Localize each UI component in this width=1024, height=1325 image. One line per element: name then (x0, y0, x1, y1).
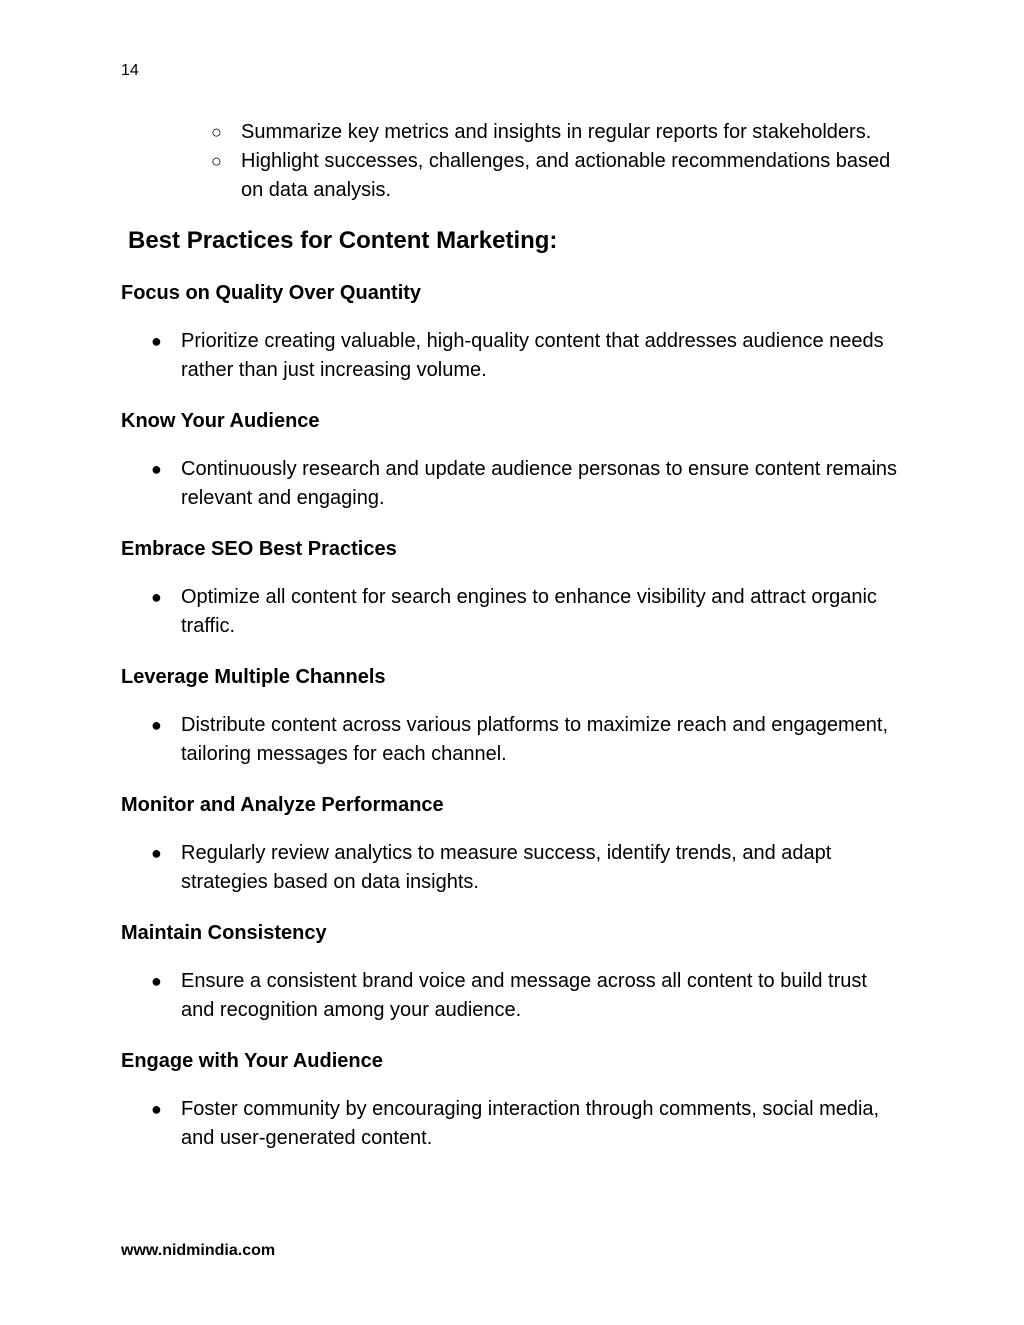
best-practice-section (121, 663, 901, 769)
section-title: Monitor and Analyze Performance (121, 794, 444, 816)
filled-circle-bullet-icon: ● (151, 715, 162, 735)
list-item (151, 327, 901, 385)
bullet-list (121, 455, 901, 513)
footer-website: www.nidmindia.com (121, 1242, 276, 1259)
list-item (151, 583, 901, 641)
filled-circle-bullet-icon: ● (151, 1099, 162, 1119)
best-practice-section (121, 535, 901, 641)
list-item-text: Optimize all content for search engines to enhance visibility and attract organic traffic. (181, 586, 877, 637)
list-item-text: Summarize key metrics and insights in regular reports for stakeholders. (241, 121, 872, 143)
bullet-list (121, 967, 901, 1025)
list-item (151, 711, 901, 769)
bullet-list (121, 1095, 901, 1153)
bullet-list (121, 327, 901, 385)
list-item-text: Prioritize creating valuable, high-quality content that addresses audience needs rather than just increasing volume. (181, 330, 884, 381)
list-item (211, 118, 901, 147)
list-item-text: Foster community by encouraging interaction through comments, social media, and user-generated content. (181, 1098, 880, 1149)
list-item (151, 839, 901, 897)
best-practice-section (121, 919, 901, 1025)
list-item (211, 147, 901, 205)
best-practice-section (121, 791, 901, 897)
hollow-circle-bullet-icon: ○ (211, 122, 222, 142)
list-item-text: Ensure a consistent brand voice and message across all content to build trust and recognition among your audience. (181, 970, 867, 1021)
list-item (151, 1095, 901, 1153)
best-practice-section (121, 407, 901, 513)
section-title: Leverage Multiple Channels (121, 666, 386, 688)
list-item-text: Regularly review analytics to measure success, identify trends, and adapt strategies based on data insights. (181, 842, 832, 893)
list-item (151, 967, 901, 1025)
bullet-list (121, 839, 901, 897)
page-number: 14 (121, 62, 139, 79)
bullet-list (121, 583, 901, 641)
filled-circle-bullet-icon: ● (151, 587, 162, 607)
section-title: Know Your Audience (121, 410, 320, 432)
list-item (151, 455, 901, 513)
list-item-text: Continuously research and update audience personas to ensure content remains relevant and engaging. (181, 458, 898, 509)
intro-sub-list (121, 118, 901, 205)
section-title: Focus on Quality Over Quantity (121, 282, 422, 304)
filled-circle-bullet-icon: ● (151, 971, 162, 991)
bullet-list (121, 711, 901, 769)
filled-circle-bullet-icon: ● (151, 843, 162, 863)
section-title: Embrace SEO Best Practices (121, 538, 397, 560)
filled-circle-bullet-icon: ● (151, 459, 162, 479)
hollow-circle-bullet-icon: ○ (211, 151, 222, 171)
section-heading: Best Practices for Content Marketing: (128, 227, 558, 254)
list-item-text: Distribute content across various platforms to maximize reach and engagement, tailoring messages for each channel. (181, 714, 889, 765)
best-practice-section (121, 279, 901, 385)
best-practice-section (121, 1047, 901, 1153)
section-title: Maintain Consistency (121, 922, 327, 944)
page-content (121, 118, 901, 1153)
filled-circle-bullet-icon: ● (151, 331, 162, 351)
section-title: Engage with Your Audience (121, 1050, 383, 1072)
list-item-text: Highlight successes, challenges, and actionable recommendations based on data analysis. (241, 150, 891, 201)
